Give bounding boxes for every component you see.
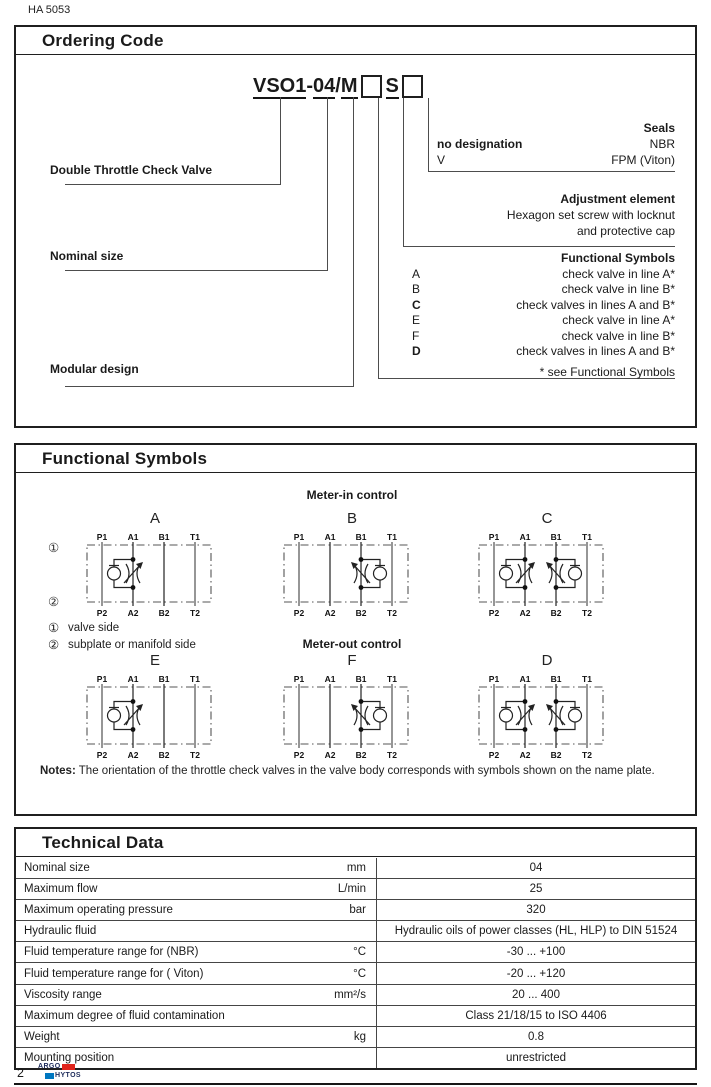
symbol-diagram-F	[277, 651, 427, 766]
code-segment: S	[385, 75, 399, 97]
diagram-letter: A	[149, 510, 160, 527]
functional-options-rows	[412, 267, 675, 360]
parameter-unit: bar	[349, 904, 366, 917]
seals-option-row	[437, 136, 675, 152]
parameter-unit: mm	[346, 862, 366, 875]
logo-text-argo: ARGO	[38, 1063, 61, 1070]
notes-label: Notes:	[40, 765, 76, 777]
logo-row	[45, 1072, 81, 1080]
seals-option-code: V	[437, 153, 446, 167]
svg-text:T2: T2	[582, 750, 592, 760]
table-cell-parameter	[16, 1027, 377, 1047]
functional-option-desc: check valve in line A*	[562, 313, 675, 327]
table-cell-parameter	[16, 985, 377, 1005]
label-modular-design: Modular design	[50, 362, 139, 376]
logo-red-block	[62, 1064, 75, 1070]
hydraulic-symbol-E	[80, 673, 230, 761]
table-cell-parameter	[16, 921, 377, 941]
logo-row	[38, 1063, 81, 1071]
svg-text:A1: A1	[519, 674, 531, 684]
svg-text:B2: B2	[550, 608, 562, 618]
table-row	[16, 920, 695, 941]
circled-1-marker: ①	[48, 541, 60, 555]
svg-text:A1: A1	[324, 532, 336, 542]
legend-item	[48, 637, 196, 654]
functional-option-row	[412, 313, 675, 329]
leader-line	[403, 246, 675, 247]
logo-text-hytos: HYTOS	[55, 1072, 81, 1079]
functional-option-letter: B	[412, 282, 421, 296]
leader-line	[428, 171, 675, 172]
parameter-label: Maximum flow	[24, 883, 98, 896]
svg-text:T2: T2	[190, 750, 200, 760]
table-cell-value	[377, 879, 695, 899]
table-cell-parameter	[16, 900, 377, 920]
seals-option-code: no designation	[437, 137, 523, 151]
table-row	[16, 1026, 695, 1047]
table-row	[16, 1047, 695, 1068]
table-cell-value	[377, 985, 695, 1005]
table-cell-value	[377, 1006, 695, 1026]
table-cell-value	[377, 1027, 695, 1047]
table-cell-value	[377, 921, 695, 941]
parameter-label: Mounting position	[24, 1051, 115, 1064]
svg-text:A2: A2	[519, 750, 531, 760]
svg-text:A2: A2	[324, 750, 336, 760]
svg-text:B2: B2	[355, 608, 367, 618]
parameter-value: 320	[526, 904, 546, 917]
svg-text:P1: P1	[96, 674, 108, 684]
page-bottom-rule	[14, 1083, 697, 1085]
svg-text:P1: P1	[293, 674, 305, 684]
leader-line	[65, 386, 354, 387]
svg-text:A1: A1	[519, 532, 531, 542]
svg-text:T2: T2	[582, 608, 592, 618]
leader-line	[327, 97, 328, 271]
functional-options-footnote: * see Functional Symbols	[539, 364, 675, 379]
parameter-value: 25	[529, 883, 543, 896]
legend-text: subplate or manifold side	[68, 639, 196, 651]
table-row	[16, 878, 695, 899]
functional-symbols-options-block	[412, 251, 675, 380]
diagram-letter: B	[346, 510, 357, 527]
leader-line	[280, 97, 281, 185]
diagram-letter: F	[347, 652, 357, 669]
table-cell-value	[377, 963, 695, 983]
table-cell-parameter	[16, 942, 377, 962]
circled-2-marker: ②	[48, 595, 60, 609]
symbol-diagram-A	[80, 509, 230, 624]
leader-line	[378, 98, 379, 379]
table-cell-parameter	[16, 879, 377, 899]
document-code: HA 5053	[28, 4, 71, 16]
functional-option-desc: check valve in line B*	[561, 328, 675, 343]
svg-text:T1: T1	[190, 532, 200, 542]
functional-option-row	[412, 329, 675, 345]
svg-text:A2: A2	[519, 608, 531, 618]
notes-paragraph	[40, 763, 672, 779]
functional-option-row	[412, 344, 675, 360]
parameter-label: Fluid temperature range for (NBR)	[24, 946, 199, 959]
svg-text:P2: P2	[96, 608, 108, 618]
adjustment-title: Adjustment element	[560, 192, 675, 206]
circled-1-marker: ①	[48, 621, 60, 635]
parameter-value: -30 ... +100	[506, 946, 566, 959]
svg-text:B2: B2	[158, 750, 170, 760]
svg-text:A1: A1	[127, 532, 139, 542]
svg-text:T1: T1	[582, 532, 592, 542]
table-cell-value	[377, 858, 695, 878]
page-number: 2	[17, 1066, 24, 1080]
seals-option-row	[437, 152, 675, 168]
argo-hytos-logo	[38, 1063, 81, 1080]
code-segment: 04	[313, 75, 336, 97]
hydraulic-symbol-B	[277, 531, 427, 619]
hydraulic-symbol-D	[472, 673, 622, 761]
adjustment-line: Hexagon set screw with locknut	[506, 208, 675, 222]
functional-option-letter: D	[412, 344, 421, 358]
section-title-ordering-code: Ordering Code	[16, 27, 695, 55]
svg-text:B1: B1	[158, 532, 170, 542]
functional-option-desc: check valve in line B*	[561, 282, 675, 296]
svg-text:B1: B1	[355, 532, 367, 542]
code-segment: VSO1	[253, 75, 307, 97]
functional-option-letter: A	[412, 266, 421, 281]
functional-option-desc: check valves in lines A and B*	[516, 344, 675, 358]
seals-title: Seals	[643, 121, 675, 135]
leader-line	[65, 270, 328, 271]
svg-text:A2: A2	[127, 608, 139, 618]
adjustment-line: and protective cap	[576, 224, 675, 238]
parameter-value: 20 ... 400	[512, 988, 560, 1001]
table-row	[16, 962, 695, 983]
svg-text:P1: P1	[293, 532, 305, 542]
parameter-label: Viscosity range	[24, 988, 102, 1001]
svg-text:B1: B1	[550, 674, 562, 684]
svg-text:T1: T1	[582, 674, 592, 684]
table-row	[16, 984, 695, 1005]
parameter-value: 0.8	[528, 1030, 544, 1043]
parameter-label: Fluid temperature range for ( Viton)	[24, 967, 204, 980]
legend-text: valve side	[68, 622, 120, 634]
svg-text:A1: A1	[127, 674, 139, 684]
label-nominal-size: Nominal size	[50, 249, 124, 263]
parameter-value: Hydraulic oils of power classes (HL, HLP) to DIN 51524	[394, 925, 678, 938]
symbol-diagram-B	[277, 509, 427, 624]
svg-text:B1: B1	[158, 674, 170, 684]
seals-options-block	[437, 120, 675, 168]
circled-2-marker: ②	[48, 638, 60, 652]
diagram-letter: C	[541, 510, 553, 527]
svg-text:P1: P1	[488, 532, 500, 542]
svg-text:P1: P1	[96, 532, 108, 542]
symbol-diagram-D	[472, 651, 622, 766]
hydraulic-symbol-C	[472, 531, 622, 619]
svg-text:P2: P2	[488, 750, 500, 760]
svg-text:B1: B1	[355, 674, 367, 684]
parameter-unit: °C	[353, 946, 366, 959]
parameter-label: Maximum operating pressure	[24, 904, 173, 917]
svg-text:P2: P2	[293, 608, 305, 618]
meter-out-control-label: Meter-out control	[302, 637, 402, 651]
hydraulic-symbol-A	[80, 531, 230, 619]
functional-option-row	[412, 298, 675, 314]
svg-text:B2: B2	[158, 608, 170, 618]
parameter-label: Nominal size	[24, 862, 90, 875]
svg-text:P2: P2	[488, 608, 500, 618]
diagram-legend	[48, 620, 196, 654]
svg-text:T1: T1	[387, 532, 397, 542]
logo-blue-block	[45, 1073, 54, 1079]
parameter-value: -20 ... +120	[506, 967, 566, 980]
parameter-value: 04	[529, 862, 543, 875]
leader-line	[428, 98, 429, 172]
svg-text:B2: B2	[550, 750, 562, 760]
code-option-box	[402, 75, 423, 98]
table-cell-parameter	[16, 858, 377, 878]
svg-text:T2: T2	[387, 750, 397, 760]
svg-text:B2: B2	[355, 750, 367, 760]
section-title-technical-data: Technical Data	[16, 829, 695, 857]
svg-text:A2: A2	[127, 750, 139, 760]
symbol-diagram-C	[472, 509, 622, 624]
svg-text:T1: T1	[387, 674, 397, 684]
legend-item	[48, 620, 196, 637]
svg-text:P2: P2	[293, 750, 305, 760]
parameter-unit: kg	[353, 1030, 366, 1043]
code-segment: /	[335, 75, 341, 97]
table-cell-value	[377, 900, 695, 920]
code-segment: -	[306, 75, 314, 97]
leader-line	[353, 97, 354, 387]
svg-text:A2: A2	[324, 608, 336, 618]
svg-text:T2: T2	[387, 608, 397, 618]
code-option-box	[361, 75, 382, 98]
svg-text:A1: A1	[324, 674, 336, 684]
functional-option-letter: C	[412, 297, 421, 312]
table-cell-parameter	[16, 1006, 377, 1026]
functional-option-letter: E	[412, 313, 421, 327]
table-row	[16, 941, 695, 962]
notes-text: The orientation of the throttle check valves in the valve body corresponds with symbols shown on the name plate.	[78, 765, 655, 777]
seals-option-value: NBR	[649, 137, 675, 151]
seals-rows	[437, 136, 675, 168]
functional-option-desc: check valves in lines A and B*	[516, 297, 675, 312]
svg-text:B1: B1	[550, 532, 562, 542]
functional-option-desc: check valve in line A*	[562, 266, 675, 281]
parameter-label: Hydraulic fluid	[24, 925, 97, 938]
parameter-unit: mm²/s	[334, 988, 366, 1001]
diagram-letter: E	[149, 652, 160, 669]
ordering-code-string	[253, 71, 427, 99]
functional-option-letter: F	[412, 328, 420, 343]
parameter-unit: L/min	[337, 883, 366, 896]
functional-option-row	[412, 282, 675, 298]
section-title-functional-symbols: Functional Symbols	[16, 445, 695, 473]
adjustment-element-block	[437, 191, 675, 239]
parameter-unit: °C	[353, 967, 366, 980]
table-row	[16, 858, 695, 878]
diagram-letter: D	[541, 652, 553, 669]
table-row	[16, 1005, 695, 1026]
svg-text:T2: T2	[190, 608, 200, 618]
table-cell-value	[377, 942, 695, 962]
meter-in-control-label: Meter-in control	[306, 488, 398, 502]
table-cell-parameter	[16, 963, 377, 983]
leader-line	[65, 184, 281, 185]
symbol-diagram-E	[80, 651, 230, 766]
svg-text:P2: P2	[96, 750, 108, 760]
code-segment: M	[340, 75, 358, 97]
label-double-throttle-check-valve: Double Throttle Check Valve	[50, 163, 213, 177]
technical-data-table	[16, 858, 695, 1068]
functional-option-row	[412, 267, 675, 283]
functional-options-title: Functional Symbols	[560, 251, 675, 265]
hydraulic-symbol-F	[277, 673, 427, 761]
svg-text:T1: T1	[190, 674, 200, 684]
parameter-value: Class 21/18/15 to ISO 4406	[465, 1009, 607, 1022]
svg-text:P1: P1	[488, 674, 500, 684]
leader-line	[403, 98, 404, 247]
parameter-value: unrestricted	[505, 1051, 567, 1064]
parameter-label: Weight	[24, 1030, 60, 1043]
table-row	[16, 899, 695, 920]
parameter-label: Maximum degree of fluid contamination	[24, 1009, 225, 1022]
seals-option-value: FPM (Viton)	[611, 153, 675, 167]
table-cell-value	[377, 1048, 695, 1068]
